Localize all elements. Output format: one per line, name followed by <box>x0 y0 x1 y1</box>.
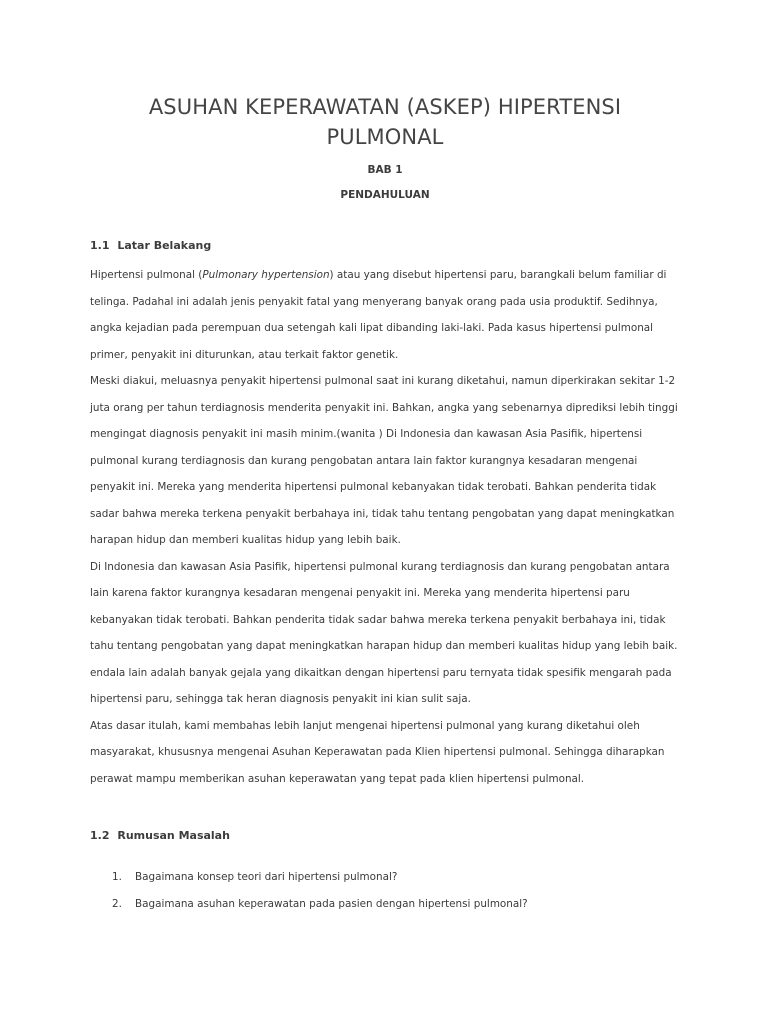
list-item-text: Bagaimana asuhan keperawatan pada pasien dengan hipertensi pulmonal? <box>135 898 528 910</box>
problem-list <box>90 864 680 918</box>
paragraph-1 <box>90 262 680 368</box>
section-heading-latar-belakang <box>90 239 680 252</box>
section-heading-rumusan-masalah <box>90 829 680 842</box>
list-item-number: 2. <box>112 898 122 910</box>
list-item-text: Bagaimana konsep teori dari hipertensi pulmonal? <box>135 871 398 883</box>
section-title: Rumusan Masalah <box>117 829 230 842</box>
section-title: Latar Belakang <box>117 239 212 252</box>
paragraph-4: Atas dasar itulah, kami membahas lebih lanjut mengenai hipertensi pulmonal yang kurang diketahui oleh masyarakat, khususnya mengenai Asuhan Keperawatan pada Klien hipertensi pulmonal. Sehingga diharapkan perawat mampu memberikan asuhan keperawatan yang tepat pada klien hipertensi pulmonal. <box>90 719 665 785</box>
section-number: 1.1 <box>90 239 110 252</box>
paragraph-1-rest: ) atau yang disebut hipertensi paru, barangkali belum familiar di telinga. Padahal ini adalah jenis penyakit fatal yang menyerang banyak orang pada usia produktif. Sedihnya, angka kejadian pada perempuan dua setengah kali lipat dibanding laki-laki. Pada kasus hipertensi pulmonal primer, penyakit ini diturunkan, atau terkait faktor genetik. <box>90 269 667 361</box>
section-number: 1.2 <box>90 829 110 842</box>
chapter-number: BAB 1 <box>367 164 403 176</box>
list-item-number: 1. <box>112 871 122 883</box>
paragraph-1-start: Hipertensi pulmonal ( <box>90 269 203 281</box>
paragraph-2: Meski diakui, meluasnya penyakit hipertensi pulmonal saat ini kurang diketahui, namun diperkirakan sekitar 1-2 juta orang per tahun terdiagnosis menderita penyakit ini. Bahkan, angka yang sebenarnya diprediksi lebih tinggi mengingat diagnosis penyakit ini masih minim.(wanita ) Di Indonesia dan kawasan Asia Pasifik, hipertensi pulmonal kurang terdiagnosis dan kurang pengobatan antara lain faktor kurangnya kesadaran mengenai penyakit ini. Mereka yang menderita hipertensi pulmonal kebanyakan tidak terobati. Bahkan penderita tidak sadar bahwa mereka terkena penyakit berbahaya ini, tidak tahu tentang pengobatan yang dapat meningkatkan harapan hidup dan memberi kualitas hidup yang lebih baik. <box>90 375 678 546</box>
list-item <box>112 864 680 891</box>
chapter-title: PENDAHULUAN <box>340 189 430 201</box>
document-title: ASUHAN KEPERAWATAN (ASKEP) HIPERTENSI PULMONAL <box>148 95 622 149</box>
paragraph-3: Di Indonesia dan kawasan Asia Pasifik, hipertensi pulmonal kurang terdiagnosis dan kurang pengobatan antara lain karena faktor kurangnya kesadaran mengenai penyakit ini. Mereka yang menderita hipertensi paru kebanyakan tidak terobati. Bahkan penderita tidak sadar bahwa mereka terkena penyakit berbahaya ini, tidak tahu tentang pengobatan yang dapat meningkatkan harapan hidup dan memberi kualitas hidup yang lebih baik. endala lain adalah banyak gejala yang dikaitkan dengan hipertensi paru ternyata tidak spesifik mengarah pada hipertensi paru, sehingga tak heran diagnosis penyakit ini kian sulit saja. <box>90 560 678 705</box>
paragraph-1-italic-term: Pulmonary hypertension <box>202 269 330 281</box>
list-item <box>112 891 680 918</box>
